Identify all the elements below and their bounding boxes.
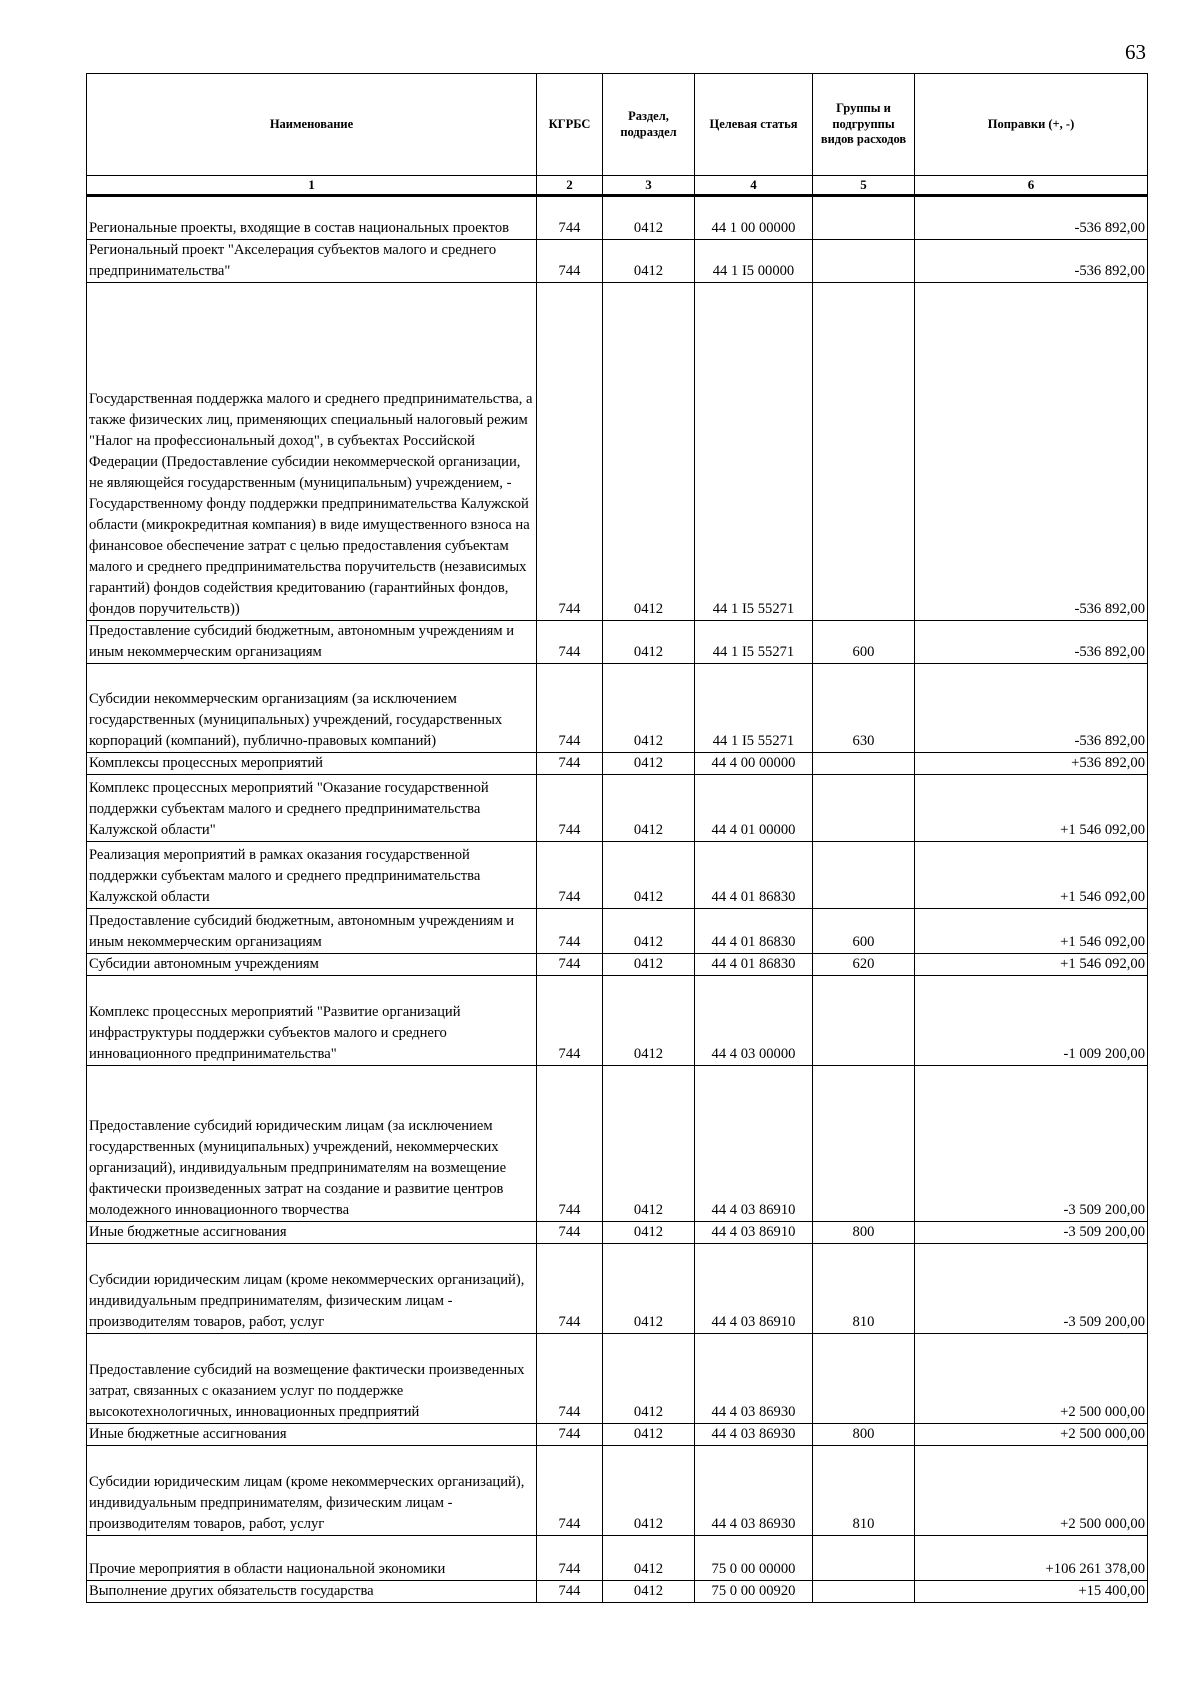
row-section: 0412 bbox=[603, 196, 695, 240]
row-section: 0412 bbox=[603, 976, 695, 1066]
row-group: 600 bbox=[813, 621, 915, 664]
row-name: Субсидии юридическим лицам (кроме некоммерческих организаций), индивидуальным предпринимателям, физическим лицам - производителям товаров, работ, услуг bbox=[87, 1446, 537, 1536]
table-row bbox=[87, 1446, 1148, 1536]
table-row bbox=[87, 1536, 1148, 1581]
table-row bbox=[87, 1424, 1148, 1446]
row-amount: +1 546 092,00 bbox=[915, 909, 1148, 954]
row-name: Реализация мероприятий в рамках оказания государственной поддержки субъектам малого и среднего предпринимательства Калужской области bbox=[87, 842, 537, 909]
row-amount: -536 892,00 bbox=[915, 664, 1148, 753]
row-name: Предоставление субсидий бюджетным, автономным учреждениям и иным некоммерческим организациям bbox=[87, 909, 537, 954]
table-row bbox=[87, 1581, 1148, 1603]
row-amount: +1 546 092,00 bbox=[915, 842, 1148, 909]
row-target: 75 0 00 00000 bbox=[695, 1536, 813, 1581]
row-section: 0412 bbox=[603, 1066, 695, 1222]
budget-amendments-table bbox=[86, 73, 1148, 1603]
column-number: 1 bbox=[87, 176, 537, 196]
row-group: 810 bbox=[813, 1244, 915, 1334]
row-kgrbs: 744 bbox=[537, 976, 603, 1066]
row-name: Региональные проекты, входящие в состав национальных проектов bbox=[87, 196, 537, 240]
row-kgrbs: 744 bbox=[537, 1424, 603, 1446]
row-target: 44 4 03 86930 bbox=[695, 1424, 813, 1446]
row-section: 0412 bbox=[603, 753, 695, 775]
column-number-row bbox=[87, 176, 1148, 196]
row-target: 44 1 00 00000 bbox=[695, 196, 813, 240]
table-row bbox=[87, 1334, 1148, 1424]
row-name: Иные бюджетные ассигнования bbox=[87, 1222, 537, 1244]
row-name: Предоставление субсидий на возмещение фактически произведенных затрат, связанных с оказанием услуг по поддержке высокотехнологичных, инновационных предприятий bbox=[87, 1334, 537, 1424]
row-group bbox=[813, 1581, 915, 1603]
row-kgrbs: 744 bbox=[537, 909, 603, 954]
row-group bbox=[813, 976, 915, 1066]
row-group bbox=[813, 842, 915, 909]
row-section: 0412 bbox=[603, 1536, 695, 1581]
row-amount: -3 509 200,00 bbox=[915, 1222, 1148, 1244]
row-group bbox=[813, 283, 915, 621]
row-group bbox=[813, 1334, 915, 1424]
row-target: 44 4 03 00000 bbox=[695, 976, 813, 1066]
row-target: 44 4 01 86830 bbox=[695, 842, 813, 909]
row-amount: -536 892,00 bbox=[915, 283, 1148, 621]
row-section: 0412 bbox=[603, 240, 695, 283]
row-section: 0412 bbox=[603, 1244, 695, 1334]
row-kgrbs: 744 bbox=[537, 1244, 603, 1334]
table-row bbox=[87, 753, 1148, 775]
row-section: 0412 bbox=[603, 621, 695, 664]
row-kgrbs: 744 bbox=[537, 664, 603, 753]
table-row bbox=[87, 621, 1148, 664]
table-row bbox=[87, 775, 1148, 842]
row-kgrbs: 744 bbox=[537, 954, 603, 976]
row-group bbox=[813, 753, 915, 775]
header-name: Наименование bbox=[87, 74, 537, 176]
row-amount: -536 892,00 bbox=[915, 621, 1148, 664]
column-number: 2 bbox=[537, 176, 603, 196]
row-kgrbs: 744 bbox=[537, 1334, 603, 1424]
row-target: 44 1 I5 55271 bbox=[695, 283, 813, 621]
row-group: 600 bbox=[813, 909, 915, 954]
row-kgrbs: 744 bbox=[537, 196, 603, 240]
table-row bbox=[87, 909, 1148, 954]
row-group: 800 bbox=[813, 1424, 915, 1446]
row-name: Региональный проект "Акселерация субъектов малого и среднего предпринимательства" bbox=[87, 240, 537, 283]
column-number: 6 bbox=[915, 176, 1148, 196]
row-name: Комплекс процессных мероприятий "Развитие организаций инфраструктуры поддержки субъектов малого и среднего инновационного предпринимательства" bbox=[87, 976, 537, 1066]
row-group bbox=[813, 1066, 915, 1222]
header-amendments: Поправки (+, -) bbox=[915, 74, 1148, 176]
table-row bbox=[87, 976, 1148, 1066]
row-amount: -3 509 200,00 bbox=[915, 1066, 1148, 1222]
row-section: 0412 bbox=[603, 909, 695, 954]
table-row bbox=[87, 240, 1148, 283]
row-group bbox=[813, 1536, 915, 1581]
row-amount: +2 500 000,00 bbox=[915, 1424, 1148, 1446]
table-row bbox=[87, 1066, 1148, 1222]
row-kgrbs: 744 bbox=[537, 621, 603, 664]
row-name: Комплексы процессных мероприятий bbox=[87, 753, 537, 775]
page-number: 63 bbox=[1125, 40, 1146, 64]
row-section: 0412 bbox=[603, 775, 695, 842]
table-row bbox=[87, 1244, 1148, 1334]
row-name: Выполнение других обязательств государства bbox=[87, 1581, 537, 1603]
row-name: Прочие мероприятия в области национальной экономики bbox=[87, 1536, 537, 1581]
row-group bbox=[813, 196, 915, 240]
row-kgrbs: 744 bbox=[537, 842, 603, 909]
row-kgrbs: 744 bbox=[537, 1581, 603, 1603]
row-amount: -3 509 200,00 bbox=[915, 1244, 1148, 1334]
row-group bbox=[813, 240, 915, 283]
row-group: 630 bbox=[813, 664, 915, 753]
row-amount: +536 892,00 bbox=[915, 753, 1148, 775]
row-name: Иные бюджетные ассигнования bbox=[87, 1424, 537, 1446]
row-name: Субсидии некоммерческим организациям (за исключением государственных (муниципальных) учреждений, государственных корпораций (компаний), публично-правовых компаний) bbox=[87, 664, 537, 753]
table-row bbox=[87, 664, 1148, 753]
row-amount: -536 892,00 bbox=[915, 196, 1148, 240]
row-kgrbs: 744 bbox=[537, 753, 603, 775]
row-section: 0412 bbox=[603, 954, 695, 976]
row-group: 810 bbox=[813, 1446, 915, 1536]
row-section: 0412 bbox=[603, 1446, 695, 1536]
row-name: Комплекс процессных мероприятий "Оказание государственной поддержки субъектам малого и среднего предпринимательства Калужской области" bbox=[87, 775, 537, 842]
row-section: 0412 bbox=[603, 842, 695, 909]
row-amount: -1 009 200,00 bbox=[915, 976, 1148, 1066]
row-amount: -536 892,00 bbox=[915, 240, 1148, 283]
row-group: 800 bbox=[813, 1222, 915, 1244]
row-kgrbs: 744 bbox=[537, 775, 603, 842]
row-section: 0412 bbox=[603, 664, 695, 753]
header-row bbox=[87, 74, 1148, 176]
row-section: 0412 bbox=[603, 283, 695, 621]
table-row bbox=[87, 1222, 1148, 1244]
row-amount: +1 546 092,00 bbox=[915, 775, 1148, 842]
row-amount: +1 546 092,00 bbox=[915, 954, 1148, 976]
column-number: 5 bbox=[813, 176, 915, 196]
row-amount: +106 261 378,00 bbox=[915, 1536, 1148, 1581]
header-target: Целевая статья bbox=[695, 74, 813, 176]
row-section: 0412 bbox=[603, 1581, 695, 1603]
row-target: 44 4 03 86910 bbox=[695, 1222, 813, 1244]
row-target: 44 4 03 86910 bbox=[695, 1066, 813, 1222]
row-kgrbs: 744 bbox=[537, 1536, 603, 1581]
row-section: 0412 bbox=[603, 1334, 695, 1424]
row-section: 0412 bbox=[603, 1222, 695, 1244]
row-target: 44 4 03 86930 bbox=[695, 1334, 813, 1424]
header-kgrbs: КГРБС bbox=[537, 74, 603, 176]
row-name: Предоставление субсидий юридическим лицам (за исключением государственных (муниципальных) учреждений, некоммерческих организаций), индивидуальным предпринимателям на возмещение фактически произведенных затрат на создание и развитие центров молодежного инновационного творчества bbox=[87, 1066, 537, 1222]
row-group bbox=[813, 775, 915, 842]
row-target: 44 1 I5 55271 bbox=[695, 621, 813, 664]
row-name: Предоставление субсидий бюджетным, автономным учреждениям и иным некоммерческим организациям bbox=[87, 621, 537, 664]
row-section: 0412 bbox=[603, 1424, 695, 1446]
row-kgrbs: 744 bbox=[537, 1446, 603, 1536]
row-amount: +2 500 000,00 bbox=[915, 1334, 1148, 1424]
row-target: 44 4 00 00000 bbox=[695, 753, 813, 775]
header-section: Раздел, подраздел bbox=[603, 74, 695, 176]
row-name: Субсидии юридическим лицам (кроме некоммерческих организаций), индивидуальным предпринимателям, физическим лицам - производителям товаров, работ, услуг bbox=[87, 1244, 537, 1334]
table-row bbox=[87, 842, 1148, 909]
column-number: 3 bbox=[603, 176, 695, 196]
row-target: 44 4 03 86910 bbox=[695, 1244, 813, 1334]
row-target: 44 1 I5 55271 bbox=[695, 664, 813, 753]
row-target: 44 4 03 86930 bbox=[695, 1446, 813, 1536]
row-kgrbs: 744 bbox=[537, 1066, 603, 1222]
row-amount: +2 500 000,00 bbox=[915, 1446, 1148, 1536]
row-target: 44 4 01 86830 bbox=[695, 954, 813, 976]
row-name: Субсидии автономным учреждениям bbox=[87, 954, 537, 976]
row-name: Государственная поддержка малого и среднего предпринимательства, а также физических лиц, применяющих специальный налоговый режим "Налог на профессиональный доход", в субъектах Российской Федерации (Предоставление субсидии некоммерческой организации, не являющейся государственным (муниципальным) учреждением, - Государственному фонду поддержки предпринимательства Калужской области (микрокредитная компания) в виде имущественного взноса на финансовое обеспечение затрат с целью предоставления субъектам малого и среднего предпринимательства поручительств (независимых гарантий) фондов содействия кредитованию (гарантийных фондов, фондов поручительств)) bbox=[87, 283, 537, 621]
table-row bbox=[87, 283, 1148, 621]
row-kgrbs: 744 bbox=[537, 240, 603, 283]
table-row bbox=[87, 196, 1148, 240]
row-target: 75 0 00 00920 bbox=[695, 1581, 813, 1603]
column-number: 4 bbox=[695, 176, 813, 196]
row-target: 44 4 01 86830 bbox=[695, 909, 813, 954]
row-amount: +15 400,00 bbox=[915, 1581, 1148, 1603]
table-row bbox=[87, 954, 1148, 976]
row-target: 44 1 I5 00000 bbox=[695, 240, 813, 283]
row-kgrbs: 744 bbox=[537, 283, 603, 621]
row-kgrbs: 744 bbox=[537, 1222, 603, 1244]
row-group: 620 bbox=[813, 954, 915, 976]
row-target: 44 4 01 00000 bbox=[695, 775, 813, 842]
header-groups: Группы и подгруппы видов расходов bbox=[813, 74, 915, 176]
